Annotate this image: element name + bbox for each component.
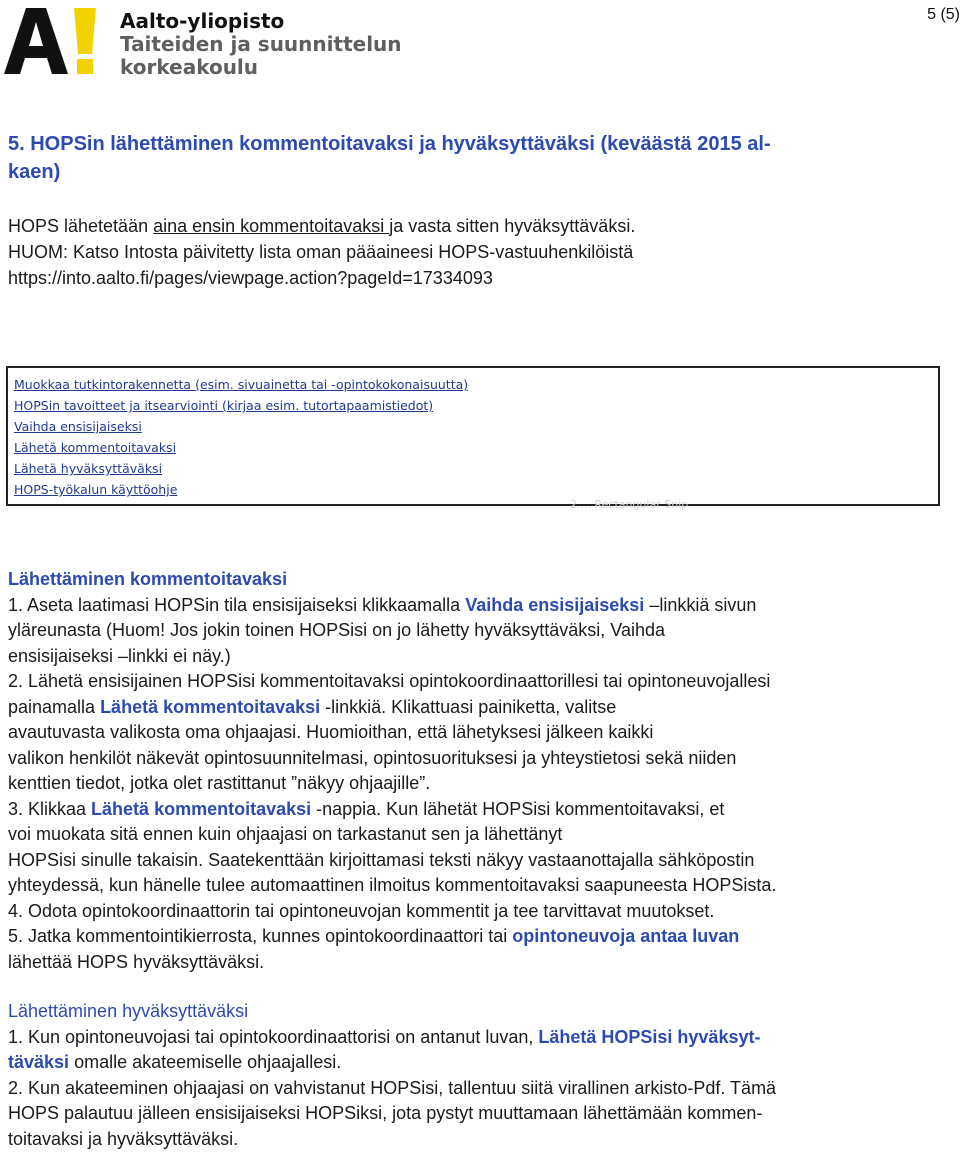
intro-line-1 (8, 213, 953, 239)
step-2-line: kenttien tiedot, jotka olet rastittanut ”näkyy ohjaajille”. (8, 773, 431, 793)
step-1-line (8, 593, 958, 619)
text: -nappia. Kun lähetät HOPSisi kommentoitavaksi, et (311, 798, 725, 819)
send-for-approval-link[interactable]: Lähetä hyväksyttäväksi (14, 461, 163, 476)
aalto-logo (4, 6, 404, 78)
text: painamalla (8, 696, 101, 717)
snip-caption: 2.... Rectangular Snip (570, 498, 689, 511)
step-2-line: avautuvasta valikosta oma ohjaajasi. Huomioithan, että lähetyksesi jälkeen kaikki (8, 722, 654, 742)
section-title-approval: Lähettäminen hyväksyttäväksi (8, 1001, 249, 1021)
step-3-line: voi muokata sitä ennen kuin ohjaajasi on tarkastanut sen ja lähettänyt (8, 824, 563, 844)
emphasis: opintoneuvoja antaa luvan (512, 926, 740, 946)
make-primary-link[interactable]: Vaihda ensisijaiseksi (14, 419, 142, 434)
step-2-line: toitavaksi ja hyväksyttäväksi. (8, 1128, 239, 1149)
intro-text: HOPS lähetetään (8, 216, 154, 236)
emphasis: Lähetä kommentoitavaksi (91, 798, 312, 819)
text: omalle akateemiselle ohjaajallesi. (69, 1052, 342, 1072)
emphasis: Lähetä HOPSisi hyväksyt- (538, 1026, 761, 1047)
section-send-for-comments (8, 567, 958, 975)
into-url: https://into.aalto.fi/pages/viewpage.action?pageId=17334093 (8, 268, 493, 288)
step-1-line: yläreunasta (Huom! Jos jokin toinen HOPSisi on jo lähetty hyväksyttäväksi, Vaihda (8, 620, 665, 640)
section-send-for-approval (8, 999, 958, 1152)
text: 3. Klikkaa (8, 798, 92, 819)
step-2-line (8, 695, 958, 721)
edit-degree-structure-link[interactable]: Muokkaa tutkintorakennetta (esim. sivuainetta tai -opintokokonaisuutta) (14, 377, 469, 392)
emphasis: Vaihda ensisijaiseksi (465, 594, 645, 615)
step-2-line: valikon henkilöt näkevät opintosuunnitelmasi, opintosuorituksesi ja yhteystietosi sekä niiden (8, 747, 737, 768)
page-title (8, 130, 938, 186)
step-2-line: 2. Lähetä ensisijainen HOPSisi kommentoitavaksi opintokoordinaattorillesi tai opintoneuvojallesi (8, 671, 771, 691)
step-2-line: HOPS palautuu jälleen ensisijaiseksi HOPSiksi, jota pystyt muuttamaan lähettämään kommen- (8, 1103, 763, 1123)
step-1-line (8, 1025, 958, 1051)
logo-line-school-1: Taiteiden ja suunnittelun (120, 32, 402, 56)
intro-line-2: HUOM: Katso Intosta päivitetty lista oman pääaineesi HOPS-vastuuhenkilöistä (8, 242, 634, 262)
text: 1. Aseta laatimasi HOPSin tila ensisijaiseksi klikkaamalla (8, 594, 466, 615)
step-5-line: lähettää HOPS hyväksyttäväksi. (8, 951, 265, 972)
step-3-line (8, 797, 958, 823)
hops-tool-guide-link[interactable]: HOPS-työkalun käyttöohje (14, 482, 178, 497)
aalto-a-exclamation-logo-icon (4, 6, 104, 76)
step-2-line: 2. Kun akateeminen ohjaajasi on vahvistanut HOPSisi, tallentuu siitä virallinen arkisto-Pdf. Tämä (8, 1077, 777, 1098)
send-for-comments-link[interactable]: Lähetä kommentoitavaksi (14, 440, 177, 455)
logo-line-university: Aalto-yliopisto (120, 9, 285, 33)
intro-underlined-text: aina ensin kommentoitavaksi (153, 216, 390, 236)
text: 5. Jatka kommentointikierrosta, kunnes opintokoordinaattori tai (8, 926, 513, 946)
emphasis: täväksi (8, 1052, 70, 1072)
page-title-line-2: kaen) (8, 161, 61, 183)
page-number: 5 (5) (927, 6, 960, 23)
hops-goals-link[interactable]: HOPSin tavoitteet ja itsearviointi (kirjaa esim. tutortapaamistiedot) (14, 398, 434, 413)
step-5-line (8, 924, 958, 950)
hops-actions-screenshot (6, 366, 940, 506)
step-4-line: 4. Odota opintokoordinaattorin tai opintoneuvojan kommentit ja tee tarvittavat muutokset. (8, 900, 715, 921)
step-1-line (8, 1050, 958, 1076)
text: -linkkiä. Klikattuasi painiketta, valitse (320, 696, 617, 717)
emphasis: Lähetä kommentoitavaksi (100, 696, 321, 717)
section-title-comments: Lähettäminen kommentoitavaksi (8, 569, 288, 589)
step-1-line: ensisijaiseksi –linkki ei näy.) (8, 645, 231, 666)
step-3-line: HOPSisi sinulle takaisin. Saatekenttään kirjoittamasi teksti näkyy vastaanottajalla sähköpostin (8, 849, 755, 870)
intro-paragraph (8, 213, 953, 291)
step-3-line: yhteydessä, kun hänelle tulee automaattinen ilmoitus kommentoitavaksi saapuneesta HOPSista. (8, 875, 777, 895)
text: –linkkiä sivun (644, 594, 757, 615)
text: 1. Kun opintoneuvojasi tai opintokoordinaattorisi on antanut luvan, (8, 1026, 539, 1047)
logo-line-school-2: korkeakoulu (120, 55, 259, 79)
intro-text: ja vasta sitten hyväksyttäväksi. (389, 216, 636, 236)
page-title-line-1: 5. HOPSin lähettäminen kommentoitavaksi ja hyväksyttäväksi (keväästä 2015 al- (8, 133, 771, 155)
